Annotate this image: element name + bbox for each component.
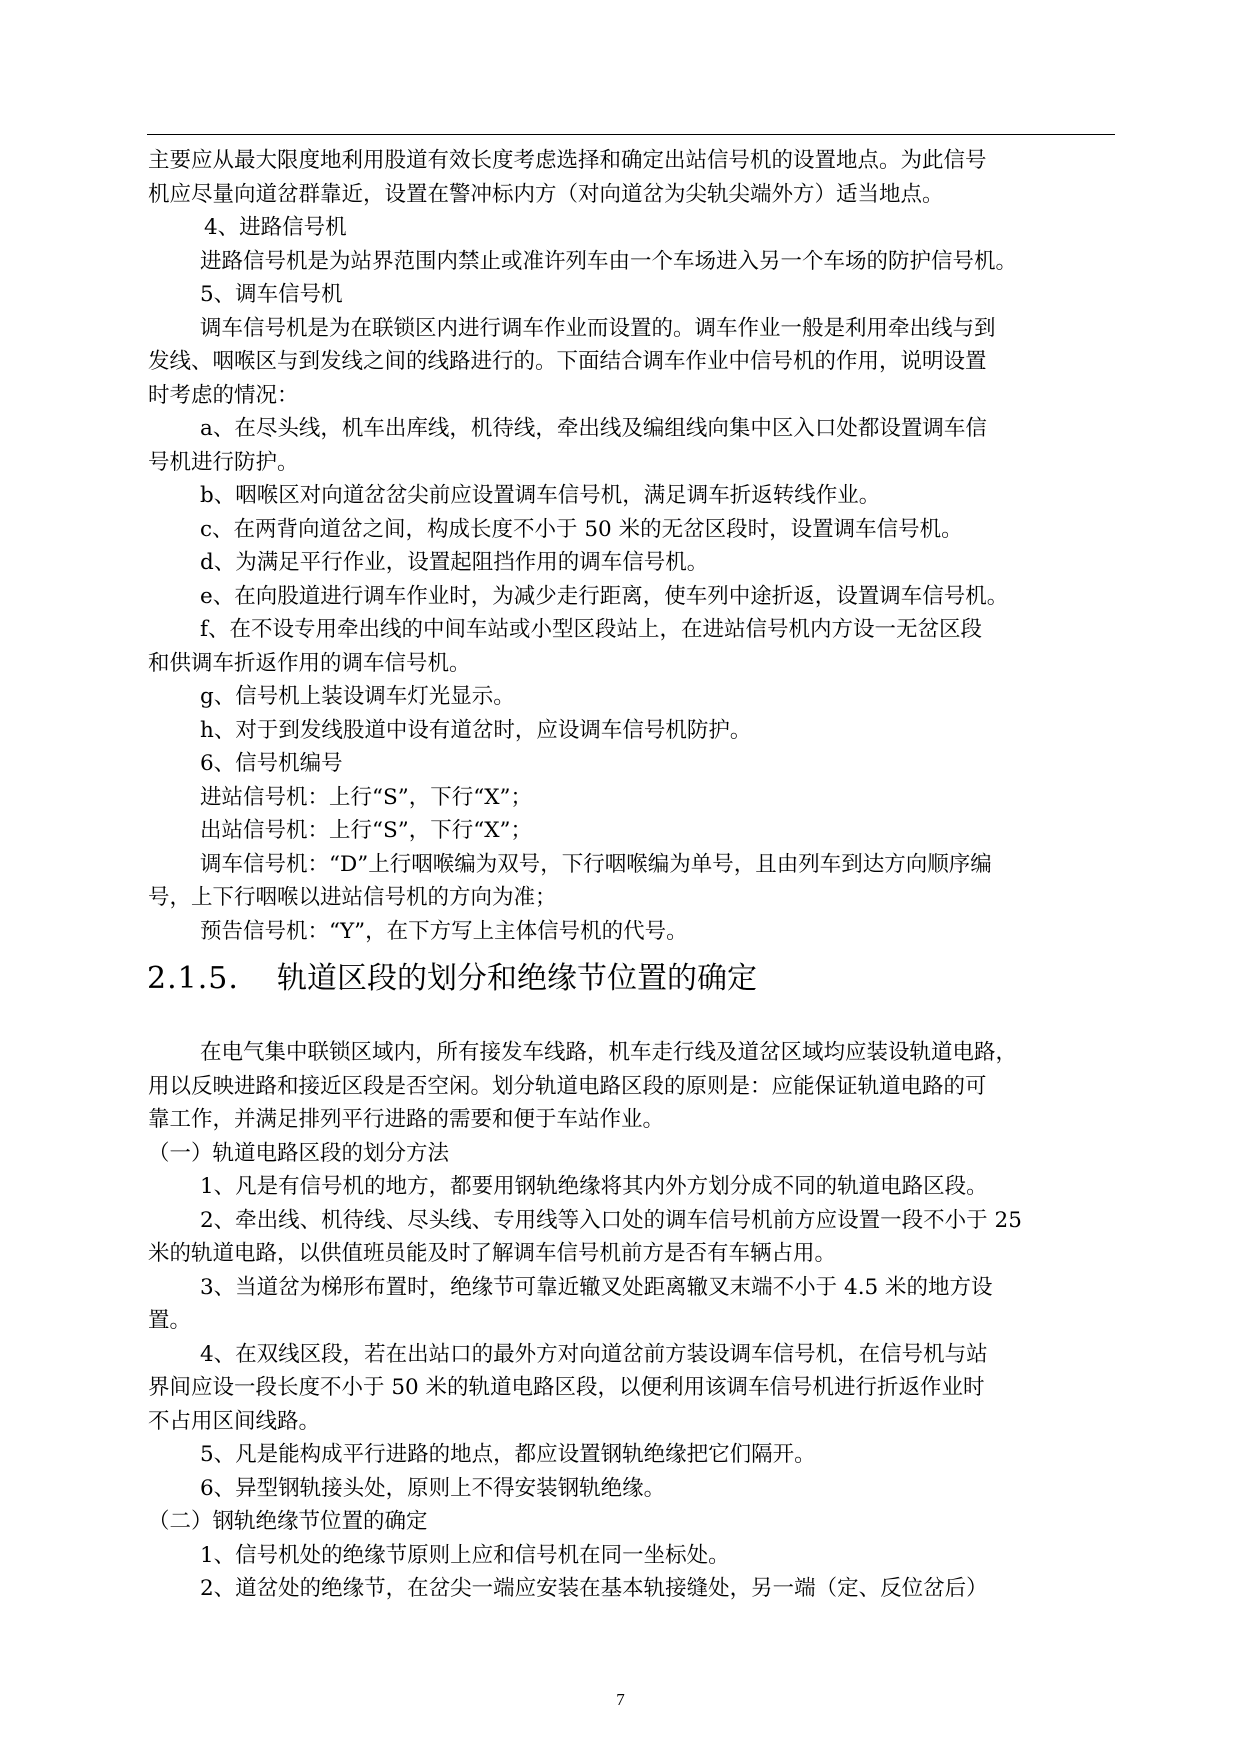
text-line: 和供调车折返作用的调车信号机。: [148, 650, 471, 676]
text-line: 不占用区间线路。: [148, 1408, 321, 1434]
text-line: 靠工作，并满足排列平行进路的需要和便于车站作业。: [148, 1107, 665, 1132]
text-line: 时考虑的情况：: [148, 382, 299, 408]
text-line: 1、信号机处的绝缘节原则上应和信号机在同一坐标处。: [200, 1542, 730, 1568]
text-line: a、在尽头线，机车出库线，机待线，牵出线及编组线向集中区入口处都设置调车信: [200, 416, 987, 441]
text-line: 2、牵出线、机待线、尽头线、专用线等入口处的调车信号机前方应设置一段不小于 25: [200, 1207, 1022, 1233]
text-line: 调车信号机是为在联锁区内进行调车作业而设置的。调车作业一般是利用牵出线与到: [200, 315, 996, 341]
text-line: 5、凡是能构成平行进路的地点，都应设置钢轨绝缘把它们隔开。: [200, 1442, 816, 1467]
text-line: 3、当道岔为梯形布置时，绝缘节可靠近辙叉处距离辙叉末端不小于 4.5 米的地方设: [200, 1274, 993, 1300]
page-number: 7: [616, 1690, 625, 1709]
section-heading: [147, 958, 757, 1000]
text-line: 出站信号机：上行“S”，下行“X”；: [200, 818, 533, 843]
text-line: b、咽喉区对向道岔岔尖前应设置调车信号机，满足调车折返转线作业。: [200, 483, 881, 508]
text-line: 主要应从最大限度地利用股道有效长度考虑选择和确定出站信号机的设置地点。为此信号: [148, 148, 987, 173]
text-line: 5、调车信号机: [200, 282, 343, 307]
section-title: 轨道区段的划分和绝缘节位置的确定: [277, 961, 757, 996]
text-line: 置。: [148, 1308, 192, 1333]
text-line: 发线、咽喉区与到发线之间的线路进行的。下面结合调车作业中信号机的作用，说明设置: [148, 349, 987, 374]
text-line: g、信号机上装设调车灯光显示。: [200, 684, 515, 709]
text-line: 号机进行防护。: [148, 449, 299, 475]
text-line: d、为满足平行作业，设置起阻挡作用的调车信号机。: [200, 550, 709, 575]
text-line: 6、信号机编号: [200, 751, 343, 776]
text-line: 机应尽量向道岔群靠近，设置在警冲标内方（对向道岔为尖轨尖端外方）适当地点。: [148, 181, 944, 207]
text-line: 界间应设一段长度不小于 50 米的轨道电路区段，以便利用该调车信号机进行折返作业时: [148, 1375, 985, 1400]
text-line: 1、凡是有信号机的地方，都要用钢轨绝缘将其内外方划分成不同的轨道电路区段。: [200, 1174, 988, 1199]
text-line: 4、进路信号机: [204, 215, 347, 240]
text-line: 米的轨道电路，以供值班员能及时了解调车信号机前方是否有车辆占用。: [148, 1241, 837, 1266]
text-line: f、在不设专用牵出线的中间车站或小型区段站上，在进站信号机内方设一无岔区段: [200, 617, 982, 642]
text-line: 号，上下行咽喉以进站信号机的方向为准；: [148, 885, 557, 910]
text-line: （一）轨道电路区段的划分方法: [148, 1140, 450, 1166]
text-line: e、在向股道进行调车作业时，为减少走行距离，使车列中途折返，设置调车信号机。: [200, 583, 1009, 609]
upper-text-block: [148, 144, 1118, 948]
lower-text-block: [148, 1036, 1118, 1606]
text-line: c、在两背向道岔之间，构成长度不小于 50 米的无岔区段时，设置调车信号机。: [200, 516, 963, 542]
text-line: 2、道岔处的绝缘节，在岔尖一端应安装在基本轨接缝处，另一端（定、反位岔后）: [200, 1576, 988, 1601]
text-line: （二）钢轨绝缘节位置的确定: [148, 1509, 428, 1534]
header-rule: [147, 134, 1115, 135]
text-line: 4、在双线区段，若在出站口的最外方对向道岔前方装设调车信号机，在信号机与站: [200, 1341, 988, 1367]
text-line: h、对于到发线股道中设有道岔时，应设调车信号机防护。: [200, 717, 752, 743]
text-line: 预告信号机：“Y”，在下方写上主体信号机的代号。: [200, 918, 688, 944]
text-line: 进站信号机：上行“S”，下行“X”；: [200, 784, 533, 810]
text-line: 用以反映进路和接近区段是否空闲。划分轨道电路区段的原则是：应能保证轨道电路的可: [148, 1073, 987, 1099]
section-number: 2.1.5.: [147, 961, 239, 996]
text-line: 6、异型钢轨接头处，原则上不得安装钢轨绝缘。: [200, 1475, 666, 1501]
text-line: 进路信号机是为站界范围内禁止或准许列车由一个车场进入另一个车场的防护信号机。: [200, 248, 1018, 274]
text-line: 调车信号机：“D”上行咽喉编为双号，下行咽喉编为单号，且由列车到达方向顺序编: [200, 851, 992, 877]
text-line: 在电气集中联锁区域内，所有接发车线路，机车走行线及道岔区域均应装设轨道电路，: [200, 1040, 1018, 1065]
